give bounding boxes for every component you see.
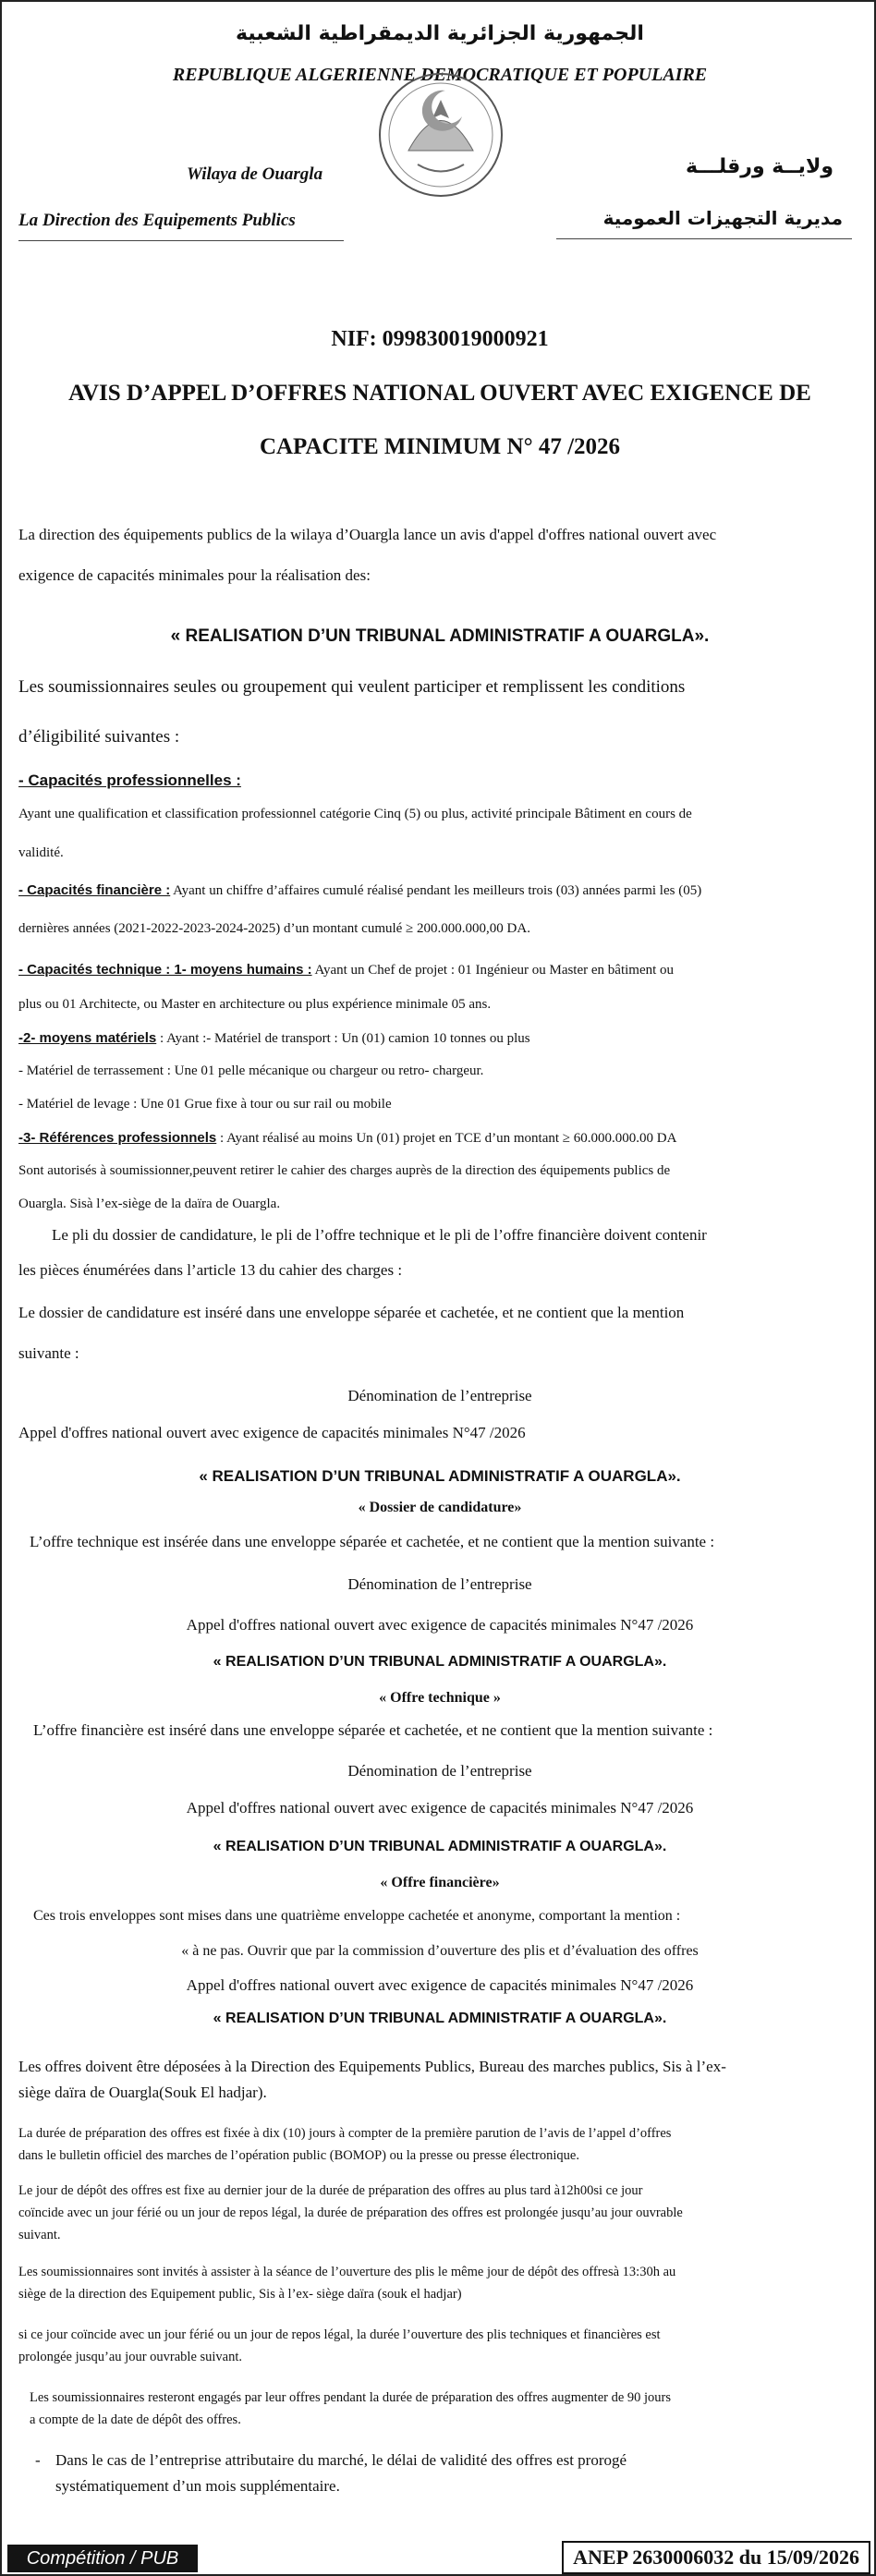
engages-line: a compte de la date de dépôt des offres.	[30, 2412, 241, 2427]
engages-line: Les soumissionnaires resteront engagés par leur offres pendant la durée de préparation des offres augmenter de 90 jours	[30, 2390, 672, 2405]
jour-depot-line: suivant.	[18, 2228, 61, 2242]
denomination: Dénomination de l’entreprise	[347, 1387, 532, 1404]
moyens-mat-line	[18, 1031, 530, 1046]
offre-tech-label: « Offre technique »	[379, 1690, 501, 1706]
appel-mention: Appel d'offres national ouvert avec exigence de capacités minimales N°47 /2026	[186, 1616, 694, 1634]
eligibility-line: d’éligibilité suivantes :	[18, 727, 180, 747]
direction-label: La Direction des Equipements Publics	[18, 211, 296, 230]
capacite-fin-line	[18, 883, 701, 898]
references-line	[18, 1131, 676, 1146]
moyens-mat-heading: -2- moyens matériels	[18, 1030, 157, 1046]
footer	[2, 2537, 876, 2576]
wilaya-label: Wilaya de Ouargla	[187, 164, 323, 184]
project-title: « REALISATION D’UN TRIBUNAL ADMINISTRATIF A OUARGLA».	[170, 626, 710, 646]
capacite-tech-line	[18, 963, 674, 978]
capacites-pro-line: validité.	[18, 845, 64, 860]
duree-line: La durée de préparation des offres est fixée à dix (10) jours à compter de la première parution de l’avis de l’appel d’offres	[18, 2126, 672, 2141]
plis-line: Le pli du dossier de candidature, le pli de l’offre technique et le pli de l’offre financière doivent contenir	[52, 1226, 707, 1244]
ne-pas-ouvrir: « à ne pas. Ouvrir que par la commission d’ouverture des plis et d’évaluation des offres	[181, 1943, 699, 1959]
notice-title-line2: CAPACITE MINIMUM N° 47 /2026	[259, 434, 621, 459]
plis-line: les pièces énumérées dans l’article 13 du cahier des charges :	[18, 1261, 403, 1279]
moyens-mat-line2: - Matériel de terrassement : Une 01 pelle mécanique ou chargeur ou retro- chargeur.	[18, 1063, 484, 1078]
jour-depot-line: coïncide avec un jour férié ou un jour de repos légal, la durée de préparation des offres est prolongée jusqu’au jour ouvrable	[18, 2205, 683, 2220]
references-heading: -3- Références professionnels	[18, 1130, 217, 1146]
appel-mention: Appel d'offres national ouvert avec exigence de capacités minimales N°47 /2026	[186, 1799, 694, 1817]
moyens-mat-line3: - Matériel de levage : Une 01 Grue fixe à tour ou sur rail ou mobile	[18, 1097, 392, 1112]
references-text: : Ayant réalisé au moins Un (01) projet en TCE d’un montant ≥ 60.000.000.00 DA	[216, 1131, 677, 1146]
appel-mention: Appel d'offres national ouvert avec exigence de capacités minimales N°47 /2026	[18, 1424, 526, 1441]
moyens-mat-text: : Ayant :- Matériel de transport : Un (01) camion 10 tonnes ou plus	[156, 1031, 530, 1046]
nif: NIF: 099830019000921	[331, 327, 549, 351]
validite-bullet: -	[35, 2451, 41, 2469]
appel-mention: Appel d'offres national ouvert avec exigence de capacités minimales N°47 /2026	[186, 1976, 694, 1994]
si-ce-jour-line: si ce jour coïncide avec un jour férié ou un jour de repos légal, la durée l’ouverture des plis techniques et financières est	[18, 2327, 661, 2342]
invites-line: siège de la direction des Equipement public, Sis à l’ex- siège daïra (souk el hadjar)	[18, 2287, 462, 2302]
intro-line: La direction des équipements publics de la wilaya d’Ouargla lance un avis d'appel d'offres national ouvert avec	[18, 526, 717, 543]
republic-title: REPUBLIQUE ALGERIENNE DEMOCRATIQUE ET POPULAIRE	[172, 65, 708, 85]
invites-line: Les soumissionnaires sont invités à assister à la séance de l’ouverture des plis le même jour de dépôt des offresà 13:30h au	[18, 2265, 676, 2279]
footer-anep-reference: ANEP 2630006032 du 15/09/2026	[562, 2541, 870, 2574]
duree-line: dans le bulletin officiel des marches de l’opération public (BOMOP) ou la presse ou presse électronique.	[18, 2148, 579, 2163]
footer-category-badge: Compétition / PUB	[7, 2545, 198, 2572]
capacites-pro-line: Ayant une qualification et classification professionnel catégorie Cinq (5) ou plus, activité principale Bâtiment en cours de	[18, 807, 692, 821]
project-title: « REALISATION D’UN TRIBUNAL ADMINISTRATIF A OUARGLA».	[213, 1654, 667, 1670]
arabic-republic-title: الجمهورية الجزائرية الديمقراطية الشعبية	[236, 22, 644, 45]
depot-line: Les offres doivent être déposées à la Direction des Equipements Publics, Bureau des marches publics, Sis à l’ex-	[18, 2058, 726, 2075]
offre-fin-text: L’offre financière est inséré dans une enveloppe séparée et cachetée, et ne contient que la mention suivante :	[33, 1721, 713, 1739]
arabic-direction: مديرية التجهيزات العمومية	[602, 207, 843, 229]
denomination: Dénomination de l’entreprise	[347, 1575, 532, 1593]
references-line3: Ouargla. Sisà l’ex-siège de la daïra de Ouargla.	[18, 1197, 281, 1211]
capacite-tech-text: Ayant un Chef de projet : 01 Ingénieur ou Master en bâtiment ou	[311, 963, 675, 978]
capacite-fin-line2: dernières années (2021-2022-2023-2024-2025) d’un montant cumulé ≥ 200.000.000,00 DA.	[18, 921, 530, 936]
capacite-fin-heading: - Capacités financière :	[18, 882, 171, 898]
trois-enveloppes: Ces trois enveloppes sont mises dans une quatrième enveloppe cachetée et anonyme, comportant la mention :	[33, 1908, 681, 1924]
project-title: « REALISATION D’UN TRIBUNAL ADMINISTRATIF A OUARGLA».	[199, 1467, 681, 1485]
arabic-wilaya: ولايــة ورقلـــة	[686, 155, 833, 178]
validite-line: systématiquement d’un mois supplémentaire.	[55, 2477, 340, 2495]
jour-depot-line: Le jour de dépôt des offres est fixe au dernier jour de la durée de préparation des offres au plus tard à12h00si ce jour	[18, 2183, 643, 2198]
capacites-pro-heading: - Capacités professionnelles :	[18, 772, 241, 789]
project-title: « REALISATION D’UN TRIBUNAL ADMINISTRATIF A OUARGLA».	[213, 1839, 667, 1854]
references-line2: Sont autorisés à soumissionner,peuvent retirer le cahier des charges auprès de la direction des équipements publics de	[18, 1163, 671, 1178]
dossier-label: « Dossier de candidature»	[358, 1500, 522, 1515]
eligibility-line: Les soumissionnaires seules ou groupement qui veulent participer et remplissent les conditions	[18, 677, 686, 697]
offre-fin-label: « Offre financière»	[380, 1875, 500, 1890]
intro-line: exigence de capacités minimales pour la réalisation des:	[18, 566, 371, 584]
validite-line: Dans le cas de l’entreprise attributaire du marché, le délai de validité des offres est prorogé	[55, 2451, 627, 2469]
notice-title-line1: AVIS D’APPEL D’OFFRES NATIONAL OUVERT AVEC EXIGENCE DE	[68, 381, 811, 406]
project-title: « REALISATION D’UN TRIBUNAL ADMINISTRATIF A OUARGLA».	[213, 2011, 667, 2026]
capacite-tech-line2: plus ou 01 Architecte, ou Master en architecture ou plus expérience minimale 05 ans.	[18, 997, 492, 1012]
depot-line: siège daïra de Ouargla(Souk El hadjar).	[18, 2084, 267, 2101]
dossier-line: suivante :	[18, 1344, 79, 1362]
algeria-emblem-seal	[353, 63, 529, 201]
si-ce-jour-line: prolongée jusqu’au jour ouvrable suivant.	[18, 2350, 243, 2364]
dossier-line: Le dossier de candidature est inséré dans une enveloppe séparée et cachetée, et ne contient que la mention	[18, 1304, 685, 1321]
capacite-tech-heading: - Capacités technique : 1- moyens humains :	[18, 962, 312, 978]
capacite-fin-text: Ayant un chiffre d’affaires cumulé réalisé pendant les meilleurs trois (03) années parmi les (05)	[170, 883, 702, 898]
offre-tech-text: L’offre technique est insérée dans une enveloppe séparée et cachetée, et ne contient que la mention suivante :	[30, 1533, 715, 1550]
denomination: Dénomination de l’entreprise	[347, 1762, 532, 1780]
